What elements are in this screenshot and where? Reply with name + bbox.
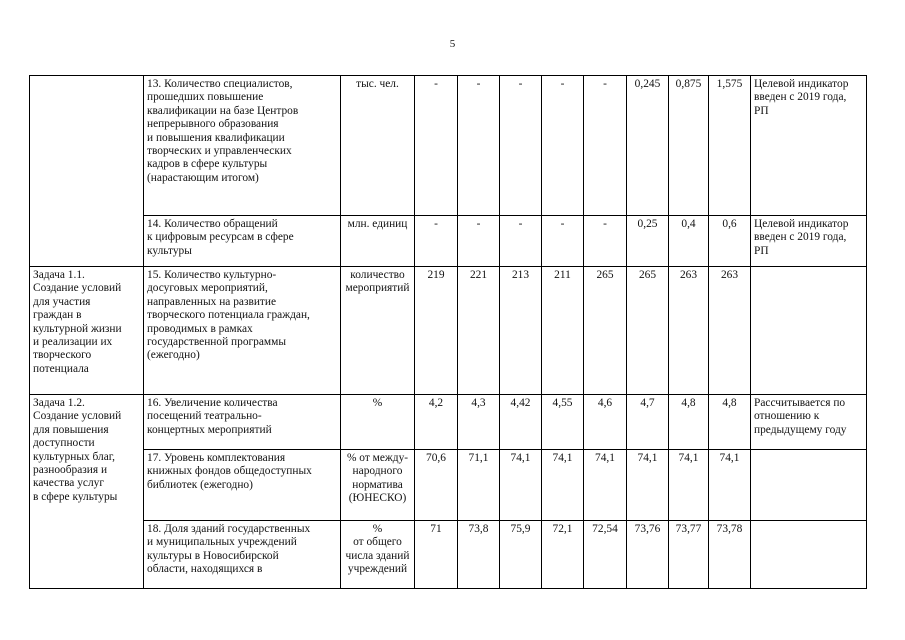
indicator-name: 14. Количество обращений к цифровым ресурсам в сфере культуры — [147, 218, 294, 257]
unit-cell: количество мероприятий — [345, 269, 410, 295]
value-cell: 4,42 — [500, 395, 542, 450]
value-cell: 72,54 — [584, 521, 627, 589]
task-cell: Задача 1.1. Создание условий для участия граждан в культурной жизни и реализации их творческого потенциала — [33, 269, 122, 375]
value-cell: 73,78 — [709, 521, 751, 589]
value-cell: 4,3 — [458, 395, 500, 450]
value-cell: - — [542, 76, 584, 216]
value-cell: 263 — [709, 267, 751, 395]
value-cell: 4,55 — [542, 395, 584, 450]
value-cell: - — [500, 216, 542, 267]
unit-cell: % от общего числа зданий учреждений — [345, 523, 410, 576]
value-cell: 75,9 — [500, 521, 542, 589]
indicators-table — [29, 75, 867, 589]
indicator-name: 13. Количество специалистов, прошедших повышение квалификации на базе Центров непрерывного образования и повышения квалификации творческих и управленческих кадров в сфере культуры (нарастающим итогом) — [147, 78, 299, 184]
value-cell: 219 — [415, 267, 458, 395]
value-cell: 73,76 — [627, 521, 669, 589]
value-cell: - — [458, 76, 500, 216]
value-cell: 4,6 — [584, 395, 627, 450]
value-cell: 4,7 — [627, 395, 669, 450]
value-cell: - — [584, 76, 627, 216]
page-number: 5 — [449, 38, 456, 50]
value-cell: 263 — [669, 267, 709, 395]
value-cell: 74,1 — [709, 450, 751, 521]
indicator-name: 17. Уровень комплектования книжных фондов общедоступных библиотек (ежегодно) — [147, 452, 312, 491]
value-cell: 74,1 — [627, 450, 669, 521]
value-cell: 73,77 — [669, 521, 709, 589]
value-cell: 71 — [415, 521, 458, 589]
note-cell: Рассчитывается по отношению к предыдущему году — [754, 397, 847, 436]
value-cell: 4,2 — [415, 395, 458, 450]
value-cell: - — [415, 216, 458, 267]
value-cell: 74,1 — [500, 450, 542, 521]
note-cell: Целевой индикатор введен с 2019 года, РП — [754, 78, 849, 117]
indicator-name: 16. Увеличение количества посещений театрально- концертных мероприятий — [147, 397, 278, 436]
table-row — [30, 450, 867, 521]
value-cell: 74,1 — [584, 450, 627, 521]
table-row — [30, 395, 867, 450]
value-cell: 0,245 — [627, 76, 669, 216]
table-row — [30, 521, 867, 589]
table-row — [30, 267, 867, 395]
value-cell: 0,875 — [669, 76, 709, 216]
value-cell: 0,25 — [627, 216, 669, 267]
table-row — [30, 216, 867, 267]
value-cell: - — [500, 76, 542, 216]
indicator-name: 18. Доля зданий государственных и муниципальных учреждений культуры в Новосибирской области, находящихся в — [147, 523, 311, 576]
note-cell: Целевой индикатор введен с 2019 года, РП — [754, 218, 849, 257]
value-cell: 71,1 — [458, 450, 500, 521]
value-cell: 0,4 — [669, 216, 709, 267]
unit-cell: млн. единиц — [347, 218, 408, 230]
value-cell: 213 — [500, 267, 542, 395]
task-cell-empty — [30, 76, 144, 267]
value-cell: 0,6 — [709, 216, 751, 267]
table-row — [30, 76, 867, 216]
indicator-name: 15. Количество культурно- досуговых мероприятий, направленных на развитие творческого потенциала граждан, проводимых в рамках государственной программы (ежегодно) — [147, 269, 310, 362]
value-cell: 73,8 — [458, 521, 500, 589]
task-cell: Задача 1.2. Создание условий для повышения доступности культурных благ, разнообразия и качества услуг в сфере культуры — [33, 397, 122, 503]
value-cell: 221 — [458, 267, 500, 395]
value-cell: 4,8 — [709, 395, 751, 450]
value-cell: 265 — [627, 267, 669, 395]
value-cell: 265 — [584, 267, 627, 395]
value-cell: 4,8 — [669, 395, 709, 450]
value-cell: 74,1 — [669, 450, 709, 521]
value-cell: 1,575 — [709, 76, 751, 216]
value-cell: - — [584, 216, 627, 267]
value-cell: 211 — [542, 267, 584, 395]
unit-cell: % от между- народного норматива (ЮНЕСКО) — [346, 452, 409, 505]
value-cell: 72,1 — [542, 521, 584, 589]
value-cell: - — [542, 216, 584, 267]
value-cell: 70,6 — [415, 450, 458, 521]
unit-cell: % — [372, 397, 383, 409]
value-cell: - — [458, 216, 500, 267]
value-cell: - — [415, 76, 458, 216]
value-cell: 74,1 — [542, 450, 584, 521]
unit-cell: тыс. чел. — [356, 78, 399, 90]
